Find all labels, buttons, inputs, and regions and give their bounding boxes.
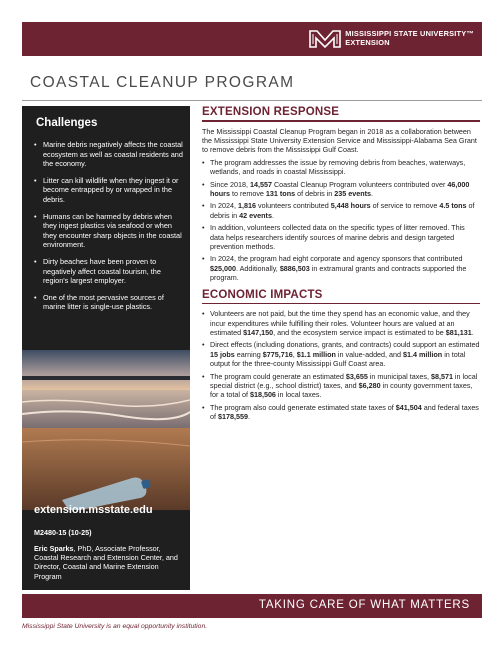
header-bar [22, 22, 482, 56]
extension-list [202, 158, 480, 283]
list-item: • In addition, volunteers collected data on the specific types of litter removed. This data helps researchers identify sources of marine debris and design targeted prevention methods. [202, 223, 480, 251]
section-divider [202, 303, 480, 305]
msu-extension-logo[interactable] [309, 28, 474, 50]
msu-m-logo-icon [309, 29, 341, 49]
extension-response-heading: EXTENSION RESPONSE [202, 106, 340, 118]
economic-list [202, 309, 480, 421]
tagline: TAKING CARE OF WHAT MATTERS [258, 599, 470, 611]
list-item: • Humans can be harmed by debris when they ingest plastics via seafood or when they encounter sharp objects in the coastal environment. [34, 212, 186, 250]
beach-plastic-bottle-photo [22, 350, 190, 510]
publication-code: M2480-15 (10-25) [34, 528, 92, 537]
author-description: , PhD, Associate Professor, Coastal Research and Extension Center, and Director, Coastal and Marine Extension Program [34, 544, 178, 581]
list-item: • Litter can kill wildlife when they ingest it or become entrapped by or wrapped in the debris. [34, 176, 186, 205]
logo-line-university: MISSISSIPPI STATE UNIVERSITY™ [345, 29, 474, 39]
section-divider [202, 120, 480, 122]
list-item: • Direct effects (including donations, grants, and contracts) could support an estimated 15 jobs earning $775,716, $1.1 million in value-added, and $1.4 million in total output for the three-county Mississippi Gulf Coast area. [202, 340, 480, 368]
economic-impacts-heading: ECONOMIC IMPACTS [202, 288, 323, 301]
author-credit [34, 544, 184, 581]
list-item: • Dirty beaches have been proven to negatively affect coastal tourism, the region's largest employer. [34, 257, 186, 286]
tagline-bar [22, 594, 482, 618]
challenges-heading: Challenges [36, 117, 98, 129]
challenges-sidebar [22, 106, 190, 590]
challenges-list [34, 140, 186, 319]
title-divider [22, 100, 482, 101]
extension-intro: The Mississippi Coastal Cleanup Program began in 2018 as a collaboration between the Mississippi State University Extension Service and Mississippi-Alabama Sea Grant to remove debris from the Mississippi Gulf Coast. [202, 126, 477, 155]
list-item: • The program addresses the issue by removing debris from beaches, waterways, wetlands, and roads in coastal Mississippi. [202, 158, 480, 177]
page-title: COASTAL CLEANUP PROGRAM [30, 74, 295, 91]
list-item: • Marine debris negatively affects the coastal ecosystem as well as coastal residents and the economy. [34, 140, 186, 169]
list-item: • One of the most pervasive sources of marine litter is single-use plastics. [34, 293, 186, 312]
list-item: • The program also could generate estimated state taxes of $41,504 and federal taxes of $178,559. [202, 403, 480, 422]
main-content [202, 106, 480, 425]
list-item: • Volunteers are not paid, but the time they spend has an economic value, and they incur expenditures while fulfilling their roles. Volunteer hours are valued at an estimated $147,150, and the ecosystem service impact is estimated to be $81,131. [202, 309, 480, 337]
author-name: Eric Sparks [34, 544, 74, 553]
economic-impacts-section [202, 289, 480, 422]
list-item: • In 2024, the program had eight corporate and agency sponsors that contributed $25,000. Additionally, $886,503 in extramural grants and contracts supported the program. [202, 254, 480, 282]
list-item: • Since 2018, 14,557 Coastal Cleanup Program volunteers contributed over 46,000 hours to remove 131 tons of debris in 235 events. [202, 180, 480, 199]
extension-url-link[interactable]: extension.msstate.edu [34, 504, 153, 516]
logo-text [345, 30, 474, 47]
list-item: • The program could generate an estimated $3,655 in municipal taxes, $8,571 in local special district (e.g., school district) taxes, and $6,280 in county government taxes, for a total of $18,506 in local taxes. [202, 372, 480, 400]
logo-line-extension: EXTENSION [345, 38, 390, 47]
equal-opportunity-statement: Mississippi State University is an equal opportunity institution. [22, 623, 208, 630]
extension-response-section [202, 106, 480, 283]
list-item: • In 2024, 1,816 volunteers contributed 5,448 hours of service to remove 4.5 tons of debris in 42 events. [202, 201, 480, 220]
